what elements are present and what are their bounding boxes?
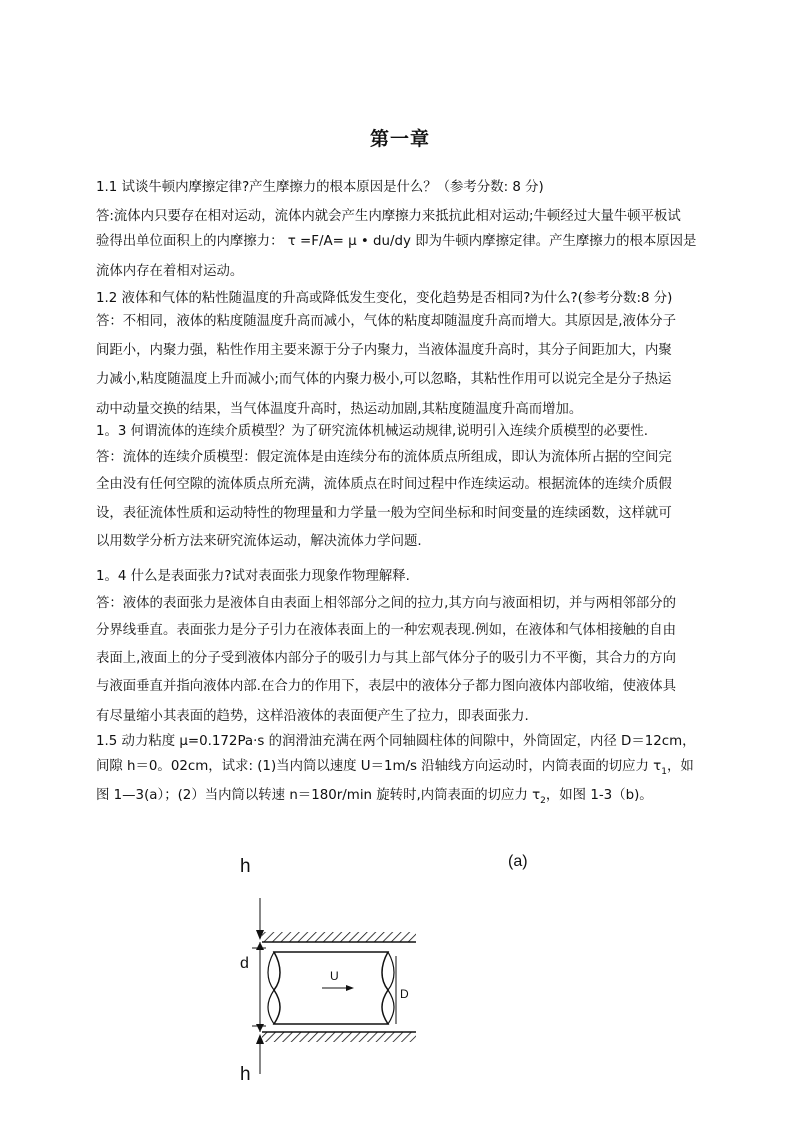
- answer-line: 以用数学分析方法来研究流体运动，解决流体力学问题.: [96, 534, 422, 549]
- answer-line: 答：流体的连续介质模型：假定流体是由连续分布的流体质点所组成，即认为流体所占据的空间完: [96, 450, 672, 465]
- figure-1-3a: [230, 848, 550, 1088]
- answer-line: 力减小,粘度随温度上升而减小;而气体的内聚力极小,可以忽略，其粘性作用可以说完全是分子热运: [96, 372, 672, 387]
- inner-cylinder-break-right: [388, 952, 394, 1024]
- question-1-3: [96, 422, 708, 552]
- answer-line: 与液面垂直并指向液体内部.在合力的作用下，表层中的液体分子都力图向液体内部收缩，使液体具: [96, 679, 677, 694]
- inner-cylinder-break-left: [268, 952, 274, 1024]
- outer-wall-top-hatch: [262, 932, 416, 942]
- answer-line: 全由没有任何空隙的流体质点所充满，流体质点在时间过程中作连续运动。根据流体的连续介质假: [96, 477, 672, 492]
- label-D: D: [400, 987, 409, 1001]
- answer-line: 答：液体的表面张力是液体自由表面上相邻部分之间的拉力,其方向与液面相切，并与两相邻部分的: [96, 596, 677, 611]
- question-text: 1。4 什么是表面张力?试对表面张力现象作物理解释.: [96, 569, 410, 584]
- answer-line: 答：不相同，液体的粘度随温度升高而减小，气体的粘度却随温度升高而增大。其原因是,液体分子: [96, 314, 677, 329]
- question-text: 1.1 试谈牛顿内摩擦定律?产生摩擦力的根本原因是什么？（参考分数: 8 分): [96, 180, 544, 195]
- document-body: [96, 178, 708, 806]
- d-arrow-bottom: [256, 1024, 264, 1032]
- question-text: 1.2 液体和气体的粘性随温度的升高或降低发生变化，变化趋势是否相同?为什么?(参考分数:8 分): [96, 291, 673, 306]
- label-h-top: h: [240, 856, 251, 877]
- label-d: d: [240, 955, 249, 972]
- question-text-tail: ，如图 1-3（b)。: [545, 788, 653, 803]
- label-h-bottom: h: [240, 1064, 251, 1085]
- question-1-4: [96, 567, 708, 727]
- question-text: 1。3 何谓流体的连续介质模型？为了研究流体机械运动规律,说明引入连续介质模型的必要性.: [96, 424, 649, 439]
- question-text: [96, 786, 708, 806]
- answer-line: 动中动量交换的结果，当气体温度升高时，热运动加剧,其粘度随温度升高而增加。: [96, 402, 583, 417]
- answer-line: 流体内存在着相对运动。: [96, 264, 244, 279]
- label-a: (a): [508, 853, 528, 870]
- question-1-5: [96, 732, 708, 806]
- answer-line: 表面上,液面上的分子受到液体内部分子的吸引力与其上部气体分子的吸引力不平衡，其合力的方向: [96, 651, 677, 666]
- subscript: 2: [540, 796, 546, 806]
- question-text: 1.5 动力粘度 μ=0.172Pa·s 的润滑油充满在两个同轴圆柱体的间隙中，外筒固定，内径 D＝12cm，: [96, 734, 696, 749]
- question-text: [96, 757, 708, 777]
- question-1-1: [96, 178, 708, 282]
- answer-line: 答:流体内只要存在相对运动，流体内就会产生内摩擦力来抵抗此相对运动;牛顿经过大量牛顿平板试: [96, 209, 681, 224]
- answer-line: 间距小，内聚力强，粘性作用主要来源于分子内聚力，当液体温度升高时，其分子间距加大，内聚: [96, 343, 672, 358]
- outer-wall-bottom-hatch: [262, 1032, 416, 1042]
- answer-line: 验得出单位面积上的内摩擦力： τ =F/A= μ • du/dy 即为牛顿内摩擦定律。产生摩擦力的根本原因是: [96, 234, 697, 249]
- question-text-main: 间隙 h＝0。02cm，试求: (1)当内筒以速度 U＝1m/s 沿轴线方向运动时，内筒表面的切应力 τ: [96, 759, 662, 774]
- answer-line: 分界线垂直。表面张力是分子引力在液体表面上的一种宏观表现.例如，在液体和气体相接触的自由: [96, 623, 677, 638]
- question-text-main: 图 1—3(a）；(2）当内筒以转速 n＝180r/min 旋转时,内筒表面的切应力 τ: [96, 788, 541, 803]
- subscript: 1: [661, 767, 667, 777]
- chapter-title: 第一章: [369, 128, 430, 150]
- label-u: U: [330, 969, 339, 983]
- question-1-2: [96, 289, 708, 420]
- answer-line: 有尽量缩小其表面的趋势，这样沿液体的表面便产生了拉力，即表面张力.: [96, 709, 529, 724]
- answer-line: 设，表征流体性质和运动特性的物理量和力学量一般为空间坐标和时间变量的连续函数，这样就可: [96, 506, 672, 521]
- d-arrow-top: [256, 942, 264, 950]
- question-text-tail: ，如: [666, 759, 694, 774]
